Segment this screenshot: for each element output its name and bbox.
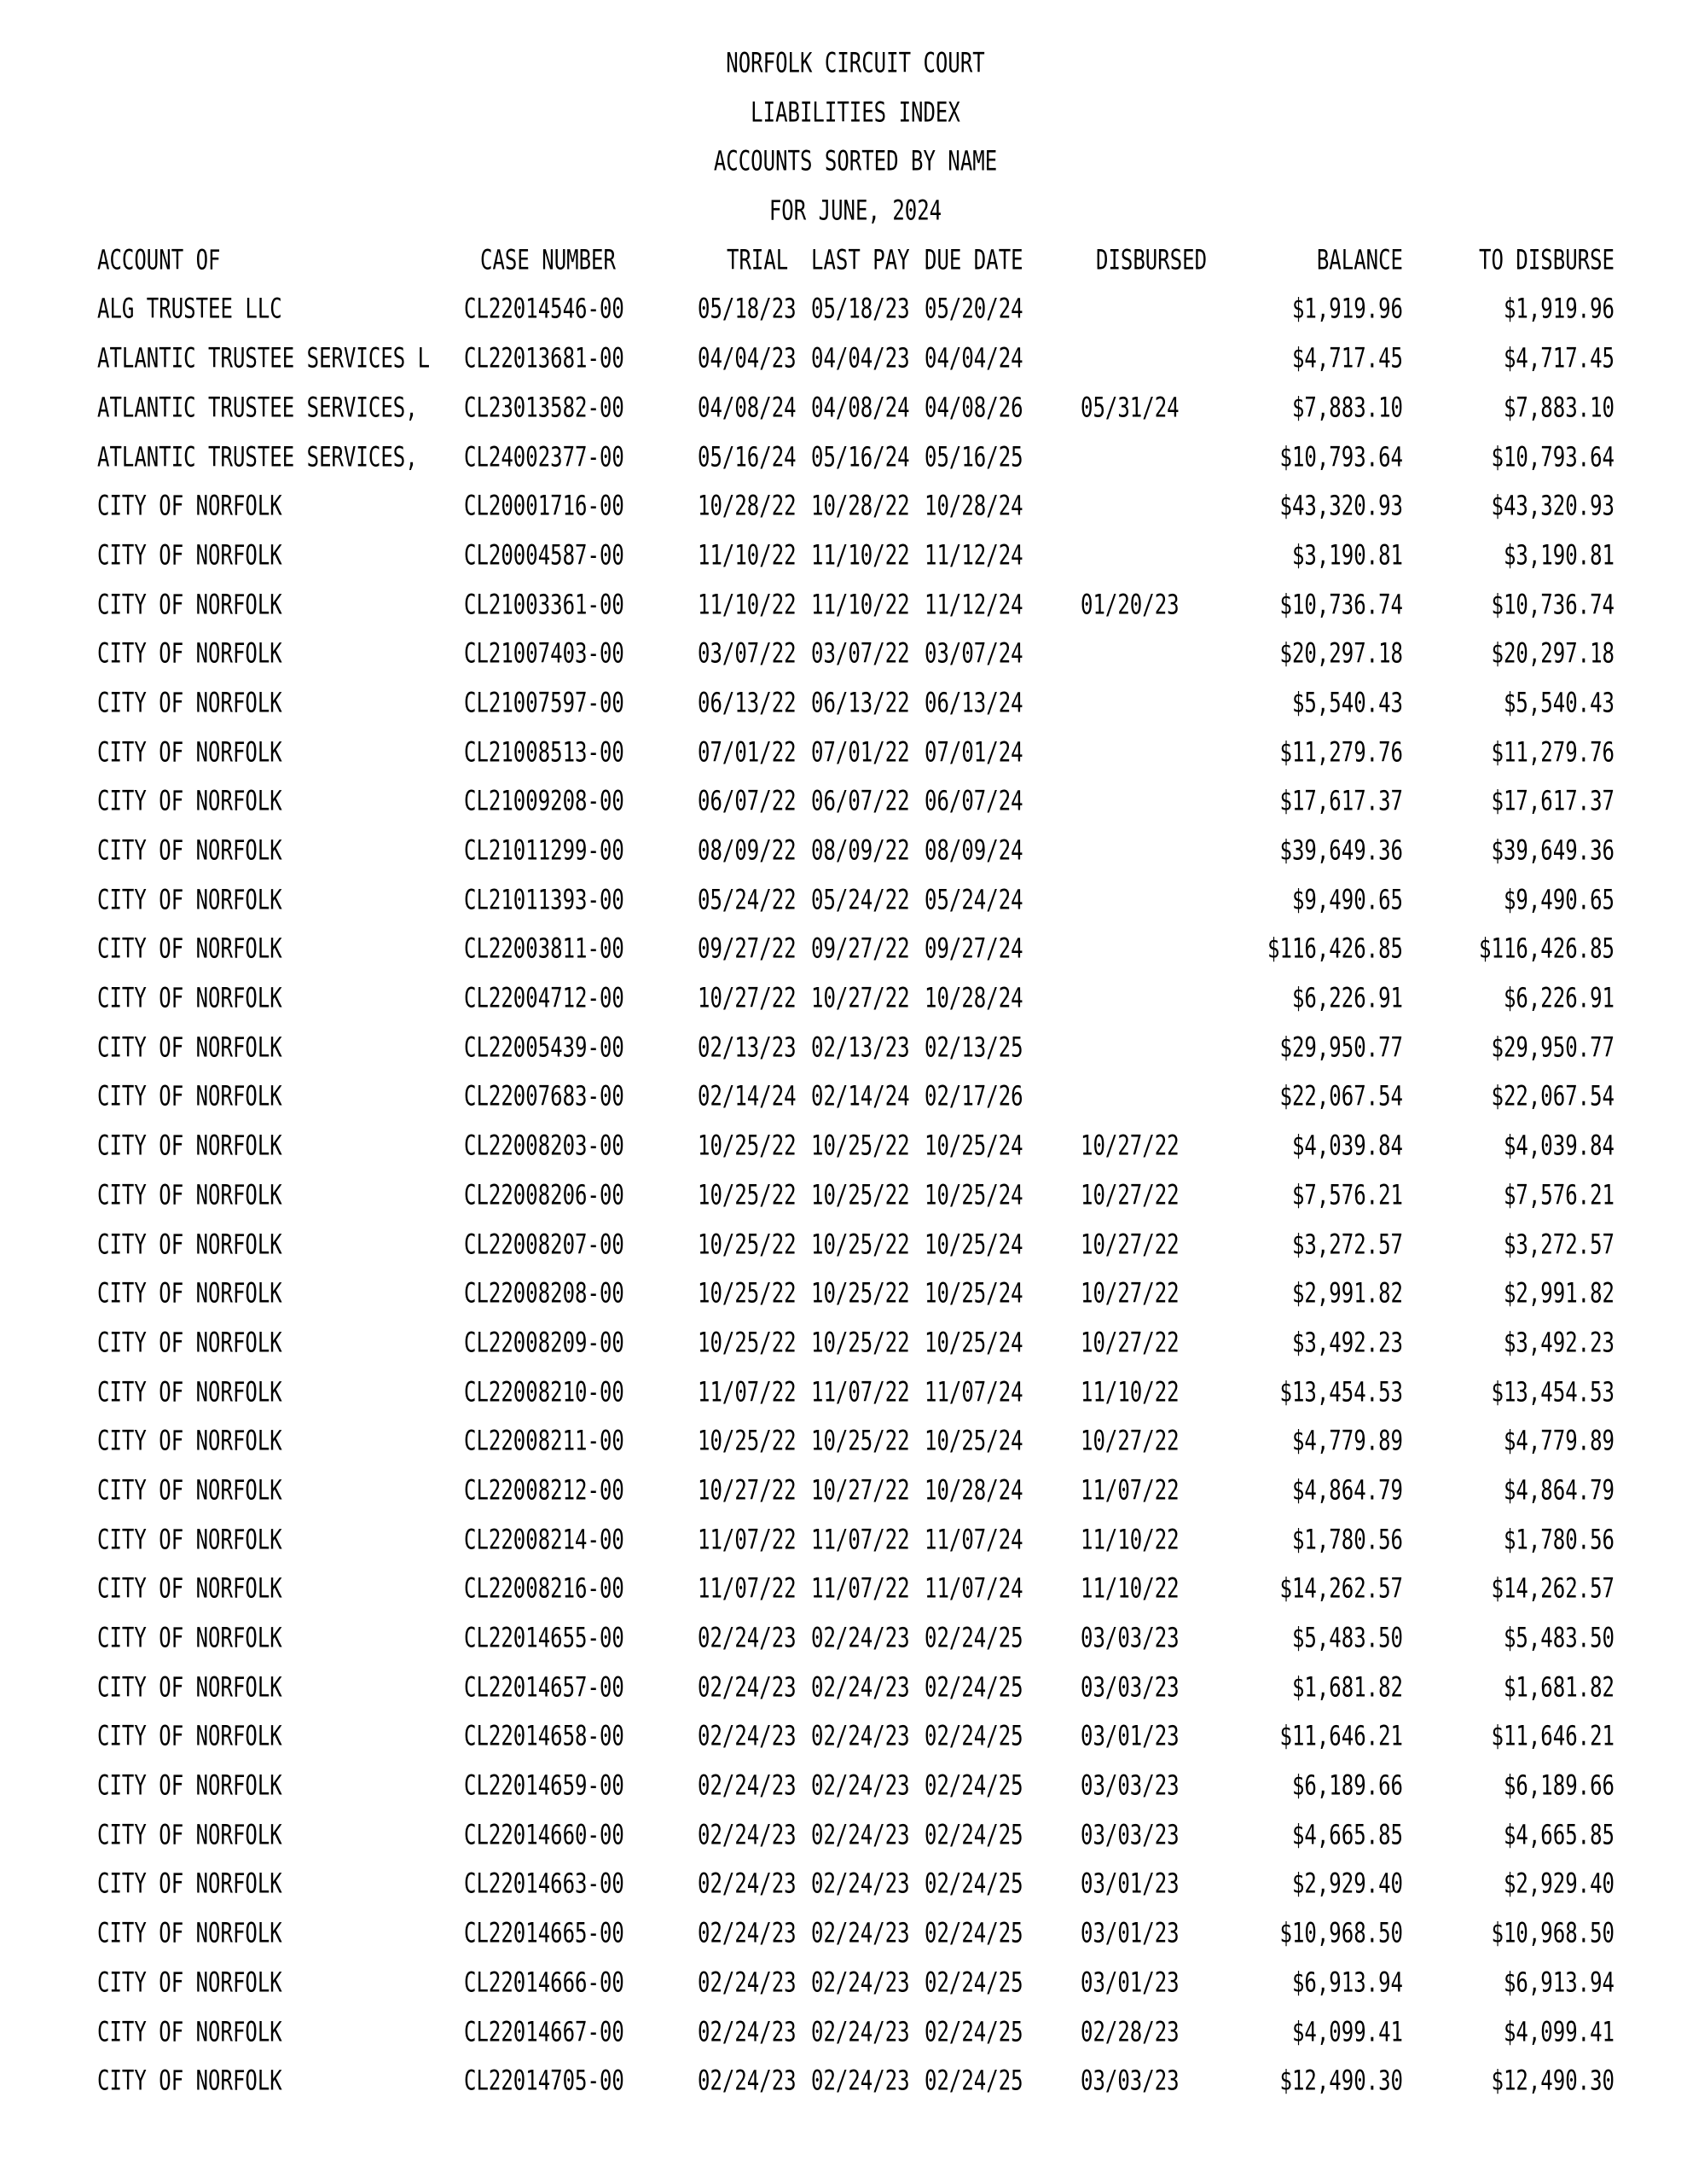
cell-trial-date: 10/27/22 <box>698 982 797 1014</box>
cell-case-number: CL22008211-00 <box>464 1425 624 1457</box>
cell-to-disburse: $2,929.40 <box>1503 1867 1615 1900</box>
cell-disbursed-date: 03/03/23 <box>1081 1818 1180 1851</box>
cell-last-pay-date: 02/24/23 <box>811 2015 910 2048</box>
cell-case-number: CL22008208-00 <box>464 1277 624 1310</box>
cell-case-number: CL22014705-00 <box>464 2065 624 2097</box>
cell-balance: $17,617.37 <box>1279 785 1403 817</box>
cell-trial-date: 10/25/22 <box>698 1277 797 1310</box>
cell-disbursed-date: 03/03/23 <box>1081 1622 1180 1654</box>
cell-case-number: CL20004587-00 <box>464 538 624 572</box>
cell-disbursed-date: 03/01/23 <box>1081 1867 1180 1900</box>
cell-balance: $5,483.50 <box>1291 1622 1403 1654</box>
cell-balance: $2,929.40 <box>1291 1867 1403 1900</box>
column-header-account: ACCOUNT OF <box>97 243 221 276</box>
cell-account: CITY OF NORFOLK <box>97 785 282 817</box>
cell-due-date: 11/12/24 <box>925 588 1023 620</box>
cell-trial-date: 06/13/22 <box>698 687 797 719</box>
cell-case-number: CL24002377-00 <box>464 440 624 473</box>
report-title-name: LIABILITIES INDEX <box>751 96 960 129</box>
cell-case-number: CL22014660-00 <box>464 1818 624 1851</box>
cell-balance: $3,190.81 <box>1291 538 1403 572</box>
cell-trial-date: 11/10/22 <box>698 588 797 620</box>
column-header-trial: TRIAL <box>727 243 789 276</box>
cell-due-date: 02/24/25 <box>925 1769 1023 1802</box>
cell-trial-date: 10/25/22 <box>698 1130 797 1162</box>
cell-last-pay-date: 10/27/22 <box>811 1474 910 1507</box>
cell-last-pay-date: 05/18/23 <box>811 293 910 325</box>
cell-trial-date: 09/27/22 <box>698 932 797 965</box>
cell-case-number: CL22004712-00 <box>464 982 624 1014</box>
cell-account: CITY OF NORFOLK <box>97 490 282 522</box>
cell-due-date: 02/17/26 <box>925 1080 1023 1112</box>
cell-due-date: 02/24/25 <box>925 2015 1023 2048</box>
cell-disbursed-date: 10/27/22 <box>1081 1425 1180 1457</box>
cell-account: CITY OF NORFOLK <box>97 2015 282 2048</box>
cell-account: CITY OF NORFOLK <box>97 1867 282 1900</box>
report-title-period: FOR JUNE, 2024 <box>768 195 942 227</box>
cell-balance: $4,864.79 <box>1291 1474 1403 1507</box>
cell-account: CITY OF NORFOLK <box>97 1523 282 1555</box>
cell-disbursed-date: 01/20/23 <box>1081 588 1180 620</box>
cell-last-pay-date: 11/07/22 <box>811 1523 910 1555</box>
cell-balance: $22,067.54 <box>1279 1080 1403 1112</box>
cell-case-number: CL22008210-00 <box>464 1375 624 1408</box>
cell-last-pay-date: 02/24/23 <box>811 1867 910 1900</box>
cell-trial-date: 02/14/24 <box>698 1080 797 1112</box>
cell-due-date: 10/28/24 <box>925 1474 1023 1507</box>
cell-due-date: 02/24/25 <box>925 1867 1023 1900</box>
cell-trial-date: 02/24/23 <box>698 1622 797 1654</box>
cell-due-date: 02/13/25 <box>925 1031 1023 1064</box>
cell-balance: $5,540.43 <box>1291 687 1403 719</box>
cell-account: CITY OF NORFOLK <box>97 1130 282 1162</box>
cell-trial-date: 03/07/22 <box>698 637 797 670</box>
cell-trial-date: 07/01/22 <box>698 735 797 768</box>
cell-case-number: CL20001716-00 <box>464 490 624 522</box>
cell-account: CITY OF NORFOLK <box>97 1425 282 1457</box>
cell-case-number: CL22008214-00 <box>464 1523 624 1555</box>
accounts-table-body <box>0 285 1687 2106</box>
cell-due-date: 04/04/24 <box>925 342 1023 375</box>
cell-due-date: 02/24/25 <box>925 1720 1023 1752</box>
cell-due-date: 11/07/24 <box>925 1572 1023 1605</box>
cell-account: CITY OF NORFOLK <box>97 1818 282 1851</box>
cell-to-disburse: $10,968.50 <box>1491 1917 1615 1949</box>
cell-to-disburse: $3,272.57 <box>1503 1228 1615 1260</box>
cell-case-number: CL22014665-00 <box>464 1917 624 1949</box>
cell-due-date: 04/08/26 <box>925 391 1023 424</box>
cell-trial-date: 02/24/23 <box>698 2065 797 2097</box>
cell-last-pay-date: 10/25/22 <box>811 1130 910 1162</box>
cell-account: CITY OF NORFOLK <box>97 637 282 670</box>
cell-last-pay-date: 02/24/23 <box>811 1917 910 1949</box>
cell-account: CITY OF NORFOLK <box>97 1375 282 1408</box>
cell-trial-date: 11/07/22 <box>698 1572 797 1605</box>
cell-balance: $43,320.93 <box>1279 490 1403 522</box>
cell-due-date: 02/24/25 <box>925 1670 1023 1704</box>
cell-due-date: 06/07/24 <box>925 785 1023 817</box>
cell-due-date: 10/25/24 <box>925 1228 1023 1260</box>
cell-trial-date: 05/24/22 <box>698 883 797 916</box>
cell-last-pay-date: 11/10/22 <box>811 588 910 620</box>
cell-case-number: CL21011393-00 <box>464 883 624 916</box>
cell-last-pay-date: 10/27/22 <box>811 982 910 1014</box>
cell-last-pay-date: 02/14/24 <box>811 1080 910 1112</box>
cell-balance: $6,913.94 <box>1291 1966 1403 1999</box>
cell-disbursed-date: 10/27/22 <box>1081 1130 1180 1162</box>
cell-to-disburse: $1,919.96 <box>1503 293 1615 325</box>
cell-last-pay-date: 02/24/23 <box>811 1818 910 1851</box>
cell-to-disburse: $10,793.64 <box>1491 440 1615 473</box>
cell-account: ATLANTIC TRUSTEE SERVICES, <box>97 440 418 473</box>
cell-disbursed-date: 05/31/24 <box>1081 391 1180 424</box>
cell-disbursed-date: 11/07/22 <box>1081 1474 1180 1507</box>
column-header-to-disburse: TO DISBURSE <box>1479 243 1615 276</box>
column-header-disbursed: DISBURSED <box>1096 243 1208 276</box>
cell-case-number: CL21011299-00 <box>464 834 624 867</box>
cell-case-number: CL22008206-00 <box>464 1178 624 1211</box>
cell-account: CITY OF NORFOLK <box>97 1178 282 1211</box>
cell-trial-date: 02/24/23 <box>698 1917 797 1949</box>
cell-to-disburse: $116,426.85 <box>1479 932 1615 965</box>
cell-last-pay-date: 10/28/22 <box>811 490 910 522</box>
cell-case-number: CL22008212-00 <box>464 1474 624 1507</box>
cell-trial-date: 05/18/23 <box>698 293 797 325</box>
cell-disbursed-date: 03/03/23 <box>1081 1769 1180 1802</box>
cell-case-number: CL21007597-00 <box>464 687 624 719</box>
cell-last-pay-date: 10/25/22 <box>811 1178 910 1211</box>
cell-due-date: 11/07/24 <box>925 1523 1023 1555</box>
cell-account: CITY OF NORFOLK <box>97 1326 282 1359</box>
cell-disbursed-date: 02/28/23 <box>1081 2015 1180 2048</box>
cell-last-pay-date: 11/10/22 <box>811 538 910 572</box>
cell-case-number: CL22003811-00 <box>464 932 624 965</box>
cell-last-pay-date: 02/24/23 <box>811 1720 910 1752</box>
cell-case-number: CL22014667-00 <box>464 2015 624 2048</box>
cell-to-disburse: $12,490.30 <box>1491 2065 1615 2097</box>
cell-to-disburse: $13,454.53 <box>1491 1375 1615 1408</box>
cell-last-pay-date: 02/24/23 <box>811 1966 910 1999</box>
cell-balance: $4,717.45 <box>1291 342 1403 375</box>
cell-to-disburse: $7,576.21 <box>1503 1178 1615 1211</box>
report-title-sort: ACCOUNTS SORTED BY NAME <box>713 145 998 177</box>
cell-trial-date: 10/25/22 <box>698 1228 797 1260</box>
cell-account: CITY OF NORFOLK <box>97 1228 282 1260</box>
cell-account: CITY OF NORFOLK <box>97 1474 282 1507</box>
cell-balance: $39,649.36 <box>1279 834 1403 867</box>
cell-due-date: 02/24/25 <box>925 1818 1023 1851</box>
cell-last-pay-date: 02/13/23 <box>811 1031 910 1064</box>
cell-account: CITY OF NORFOLK <box>97 1080 282 1112</box>
cell-trial-date: 11/10/22 <box>698 538 797 572</box>
cell-balance: $3,272.57 <box>1291 1228 1403 1260</box>
cell-trial-date: 02/13/23 <box>698 1031 797 1064</box>
cell-balance: $9,490.65 <box>1291 883 1403 916</box>
cell-to-disburse: $14,262.57 <box>1491 1572 1615 1605</box>
cell-disbursed-date: 03/01/23 <box>1081 1720 1180 1752</box>
cell-last-pay-date: 10/25/22 <box>811 1425 910 1457</box>
cell-to-disburse: $6,913.94 <box>1503 1966 1615 1999</box>
cell-to-disburse: $4,039.84 <box>1503 1130 1615 1162</box>
cell-balance: $6,226.91 <box>1291 982 1403 1014</box>
column-header-case-number: CASE NUMBER <box>480 243 616 276</box>
cell-to-disburse: $10,736.74 <box>1491 588 1615 620</box>
cell-account: CITY OF NORFOLK <box>97 932 282 965</box>
cell-case-number: CL21003361-00 <box>464 588 624 620</box>
cell-last-pay-date: 10/25/22 <box>811 1277 910 1310</box>
cell-balance: $4,099.41 <box>1291 2015 1403 2048</box>
cell-to-disburse: $4,717.45 <box>1503 342 1615 375</box>
cell-disbursed-date: 03/03/23 <box>1081 2065 1180 2097</box>
cell-to-disburse: $7,883.10 <box>1503 391 1615 424</box>
cell-balance: $11,279.76 <box>1279 735 1403 768</box>
cell-case-number: CL22007683-00 <box>464 1080 624 1112</box>
cell-last-pay-date: 06/07/22 <box>811 785 910 817</box>
cell-case-number: CL22014666-00 <box>464 1966 624 1999</box>
report-header <box>96 0 1615 236</box>
cell-case-number: CL22014657-00 <box>464 1670 624 1704</box>
cell-last-pay-date: 08/09/22 <box>811 834 910 867</box>
cell-disbursed-date: 03/01/23 <box>1081 1966 1180 1999</box>
cell-due-date: 06/13/24 <box>925 687 1023 719</box>
cell-account: CITY OF NORFOLK <box>97 538 282 572</box>
cell-last-pay-date: 10/25/22 <box>811 1228 910 1260</box>
cell-last-pay-date: 06/13/22 <box>811 687 910 719</box>
cell-case-number: CL22014655-00 <box>464 1622 624 1654</box>
cell-balance: $10,793.64 <box>1279 440 1403 473</box>
cell-last-pay-date: 02/24/23 <box>811 2065 910 2097</box>
cell-to-disburse: $1,780.56 <box>1503 1523 1615 1555</box>
cell-account: ATLANTIC TRUSTEE SERVICES L <box>97 342 431 375</box>
cell-case-number: CL22013681-00 <box>464 342 624 375</box>
cell-to-disburse: $4,864.79 <box>1503 1474 1615 1507</box>
cell-spacer <box>1038 2049 1081 2115</box>
cell-last-pay-date: 11/07/22 <box>811 1572 910 1605</box>
cell-last-pay-date: 04/08/24 <box>811 391 910 424</box>
cell-account: CITY OF NORFOLK <box>97 1966 282 1999</box>
cell-balance: $6,189.66 <box>1291 1769 1403 1802</box>
cell-trial-date: 02/24/23 <box>698 1720 797 1752</box>
cell-balance: $29,950.77 <box>1279 1031 1403 1064</box>
cell-last-pay-date: 07/01/22 <box>811 735 910 768</box>
cell-trial-date: 02/24/23 <box>698 1818 797 1851</box>
cell-disbursed-date: 10/27/22 <box>1081 1326 1180 1359</box>
cell-due-date: 02/24/25 <box>925 2065 1023 2097</box>
cell-balance: $20,297.18 <box>1279 637 1403 670</box>
cell-due-date: 08/09/24 <box>925 834 1023 867</box>
cell-case-number: CL21008513-00 <box>464 735 624 768</box>
cell-trial-date: 02/24/23 <box>698 1867 797 1900</box>
cell-to-disburse: $1,681.82 <box>1503 1670 1615 1704</box>
cell-to-disburse: $20,297.18 <box>1491 637 1615 670</box>
cell-to-disburse: $4,099.41 <box>1503 2015 1615 2048</box>
cell-trial-date: 10/27/22 <box>698 1474 797 1507</box>
cell-account: ALG TRUSTEE LLC <box>97 293 282 325</box>
cell-due-date: 07/01/24 <box>925 735 1023 768</box>
cell-balance: $116,426.85 <box>1267 932 1403 965</box>
cell-balance: $4,779.89 <box>1291 1425 1403 1457</box>
cell-balance: $10,968.50 <box>1279 1917 1403 1949</box>
table-row <box>97 2049 1687 2115</box>
cell-case-number: CL22008207-00 <box>464 1228 624 1260</box>
cell-account: CITY OF NORFOLK <box>97 1031 282 1064</box>
cell-balance: $10,736.74 <box>1279 588 1403 620</box>
cell-balance: $1,919.96 <box>1291 293 1403 325</box>
cell-trial-date: 08/09/22 <box>698 834 797 867</box>
cell-to-disburse: $4,665.85 <box>1503 1818 1615 1851</box>
cell-trial-date: 02/24/23 <box>698 2015 797 2048</box>
cell-due-date: 10/25/24 <box>925 1425 1023 1457</box>
cell-to-disburse: $39,649.36 <box>1491 834 1615 867</box>
cell-disbursed-date: 11/10/22 <box>1081 1572 1180 1605</box>
cell-due-date: 10/25/24 <box>925 1326 1023 1359</box>
cell-due-date: 05/20/24 <box>925 293 1023 325</box>
column-header-due-date: DUE DATE <box>925 243 1023 276</box>
cell-last-pay-date: 11/07/22 <box>811 1375 910 1408</box>
cell-trial-date: 10/28/22 <box>698 490 797 522</box>
cell-balance: $1,681.82 <box>1291 1670 1403 1704</box>
cell-last-pay-date: 09/27/22 <box>811 932 910 965</box>
cell-to-disburse: $22,067.54 <box>1491 1080 1615 1112</box>
cell-balance: $12,490.30 <box>1279 2065 1403 2097</box>
cell-trial-date: 04/04/23 <box>698 342 797 375</box>
cell-to-disburse: $3,190.81 <box>1503 538 1615 572</box>
cell-due-date: 11/07/24 <box>925 1375 1023 1408</box>
cell-due-date: 02/24/25 <box>925 1966 1023 1999</box>
cell-balance: $14,262.57 <box>1279 1572 1403 1605</box>
cell-disbursed-date: 10/27/22 <box>1081 1277 1180 1310</box>
cell-trial-date: 04/08/24 <box>698 391 797 424</box>
cell-balance: $11,646.21 <box>1279 1720 1403 1752</box>
cell-to-disburse: $6,226.91 <box>1503 982 1615 1014</box>
cell-to-disburse: $2,991.82 <box>1503 1277 1615 1310</box>
cell-trial-date: 10/25/22 <box>698 1326 797 1359</box>
cell-case-number: CL21009208-00 <box>464 785 624 817</box>
cell-case-number: CL22014658-00 <box>464 1720 624 1752</box>
cell-account: CITY OF NORFOLK <box>97 1572 282 1605</box>
cell-balance: $3,492.23 <box>1291 1326 1403 1359</box>
cell-account: ATLANTIC TRUSTEE SERVICES, <box>97 391 418 424</box>
cell-account: CITY OF NORFOLK <box>97 1769 282 1802</box>
cell-case-number: CL21007403-00 <box>464 637 624 670</box>
cell-case-number: CL22014546-00 <box>464 293 624 325</box>
cell-trial-date: 11/07/22 <box>698 1523 797 1555</box>
cell-balance: $7,883.10 <box>1291 391 1403 424</box>
cell-account: CITY OF NORFOLK <box>97 1917 282 1949</box>
cell-case-number: CL23013582-00 <box>464 391 624 424</box>
cell-last-pay-date: 04/04/23 <box>811 342 910 375</box>
cell-disbursed-date: 10/27/22 <box>1081 1228 1180 1260</box>
cell-last-pay-date: 02/24/23 <box>811 1670 910 1704</box>
cell-to-disburse: $5,540.43 <box>1503 687 1615 719</box>
cell-case-number: CL22008209-00 <box>464 1326 624 1359</box>
cell-account: CITY OF NORFOLK <box>97 982 282 1014</box>
cell-case-number: CL22008216-00 <box>464 1572 624 1605</box>
cell-balance: $4,039.84 <box>1291 1130 1403 1162</box>
cell-trial-date: 02/24/23 <box>698 1769 797 1802</box>
report-title-court: NORFOLK CIRCUIT COURT <box>726 47 985 79</box>
cell-to-disburse: $11,279.76 <box>1491 735 1615 768</box>
cell-due-date: 10/28/24 <box>925 982 1023 1014</box>
cell-last-pay-date: 05/24/22 <box>811 883 910 916</box>
cell-account: CITY OF NORFOLK <box>97 1670 282 1704</box>
cell-to-disburse: $11,646.21 <box>1491 1720 1615 1752</box>
cell-trial-date: 05/16/24 <box>698 440 797 473</box>
cell-to-disburse: $4,779.89 <box>1503 1425 1615 1457</box>
cell-due-date: 09/27/24 <box>925 932 1023 965</box>
cell-due-date: 05/24/24 <box>925 883 1023 916</box>
cell-due-date: 02/24/25 <box>925 1917 1023 1949</box>
cell-due-date: 10/28/24 <box>925 490 1023 522</box>
cell-to-disburse: $9,490.65 <box>1503 883 1615 916</box>
column-header-last-pay: LAST PAY <box>811 243 910 276</box>
cell-disbursed-date: 10/27/22 <box>1081 1178 1180 1211</box>
cell-balance: $2,991.82 <box>1291 1277 1403 1310</box>
cell-trial-date: 10/25/22 <box>698 1178 797 1211</box>
cell-to-disburse: $29,950.77 <box>1491 1031 1615 1064</box>
cell-account: CITY OF NORFOLK <box>97 687 282 719</box>
cell-to-disburse: $5,483.50 <box>1503 1622 1615 1654</box>
cell-due-date: 02/24/25 <box>925 1622 1023 1654</box>
cell-account: CITY OF NORFOLK <box>97 588 282 620</box>
cell-due-date: 11/12/24 <box>925 538 1023 572</box>
cell-due-date: 03/07/24 <box>925 637 1023 670</box>
cell-last-pay-date: 10/25/22 <box>811 1326 910 1359</box>
column-header-balance: BALANCE <box>1316 243 1403 276</box>
cell-due-date: 05/16/25 <box>925 440 1023 473</box>
cell-case-number: CL22005439-00 <box>464 1031 624 1064</box>
cell-account: CITY OF NORFOLK <box>97 883 282 916</box>
cell-last-pay-date: 05/16/24 <box>811 440 910 473</box>
cell-due-date: 10/25/24 <box>925 1178 1023 1211</box>
cell-to-disburse: $3,492.23 <box>1503 1326 1615 1359</box>
cell-account: CITY OF NORFOLK <box>97 1622 282 1654</box>
cell-disbursed-date: 03/03/23 <box>1081 1670 1180 1704</box>
cell-last-pay-date: 02/24/23 <box>811 1622 910 1654</box>
cell-balance: $1,780.56 <box>1291 1523 1403 1555</box>
cell-trial-date: 06/07/22 <box>698 785 797 817</box>
cell-trial-date: 02/24/23 <box>698 1670 797 1704</box>
cell-account: CITY OF NORFOLK <box>97 1277 282 1310</box>
cell-to-disburse: $17,617.37 <box>1491 785 1615 817</box>
cell-case-number: CL22014659-00 <box>464 1769 624 1802</box>
cell-trial-date: 11/07/22 <box>698 1375 797 1408</box>
cell-to-disburse: $43,320.93 <box>1491 490 1615 522</box>
cell-last-pay-date: 02/24/23 <box>811 1769 910 1802</box>
cell-trial-date: 02/24/23 <box>698 1966 797 1999</box>
cell-balance: $13,454.53 <box>1279 1375 1403 1408</box>
cell-balance: $4,665.85 <box>1291 1818 1403 1851</box>
cell-trial-date: 10/25/22 <box>698 1425 797 1457</box>
cell-disbursed-date: 03/01/23 <box>1081 1917 1180 1949</box>
cell-account: CITY OF NORFOLK <box>97 735 282 768</box>
cell-case-number: CL22008203-00 <box>464 1130 624 1162</box>
cell-disbursed-date: 11/10/22 <box>1081 1375 1180 1408</box>
cell-last-pay-date: 03/07/22 <box>811 637 910 670</box>
cell-balance: $7,576.21 <box>1291 1178 1403 1211</box>
cell-to-disburse: $6,189.66 <box>1503 1769 1615 1802</box>
cell-disbursed-date: 11/10/22 <box>1081 1523 1180 1555</box>
cell-account: CITY OF NORFOLK <box>97 834 282 867</box>
cell-account: CITY OF NORFOLK <box>97 1720 282 1752</box>
cell-due-date: 10/25/24 <box>925 1130 1023 1162</box>
cell-account: CITY OF NORFOLK <box>97 2065 282 2097</box>
cell-due-date: 10/25/24 <box>925 1277 1023 1310</box>
cell-case-number: CL22014663-00 <box>464 1867 624 1900</box>
